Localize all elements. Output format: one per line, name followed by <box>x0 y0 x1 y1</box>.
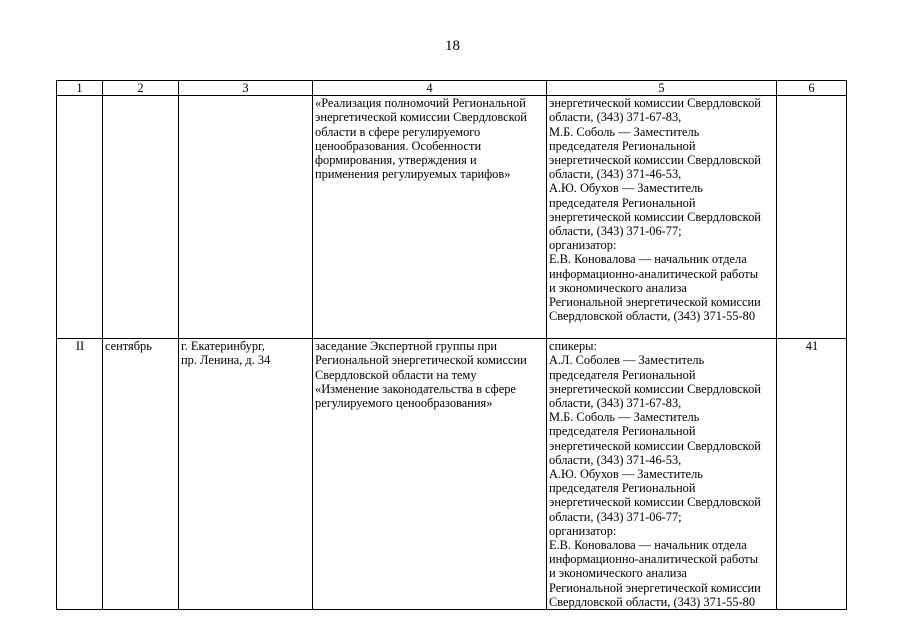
text-line: председателя Региональной <box>549 138 696 153</box>
text-line: энергетической комиссии Свердловской <box>549 153 761 168</box>
text-line: области, (343) 371-46-53, <box>549 452 682 467</box>
text-line: энергетической комиссии Свердловской <box>549 381 761 396</box>
row-place <box>179 96 313 339</box>
text-line: энергетической комиссии Свердловской <box>549 209 761 224</box>
text-line: информационно-аналитической работы <box>549 266 759 281</box>
row-month: сентябрь <box>103 339 179 610</box>
column-header: 5 <box>547 81 777 96</box>
text-line: пр. Ленина, д. 34 <box>181 353 271 368</box>
column-header: 1 <box>57 81 103 96</box>
text-line: председателя Региональной <box>549 481 696 496</box>
text-line: г. Екатеринбург, <box>181 339 265 354</box>
column-header: 6 <box>777 81 847 96</box>
table-row <box>57 96 847 339</box>
text-line: Свердловской области на тему <box>315 367 477 382</box>
text-line: информационно-аналитической работы <box>549 552 759 567</box>
text-line: М.Б. Соболь — Заместитель <box>549 410 700 425</box>
events-table <box>56 80 847 610</box>
text-line: Региональной энергетической комиссии <box>549 295 761 310</box>
page-number: 18 <box>445 38 460 54</box>
text-line: и экономического анализа <box>549 566 687 581</box>
text-line: А.Л. Соболев — Заместитель <box>549 353 705 368</box>
text-line: области, (343) 371-67-83, <box>549 396 682 411</box>
text-line: Свердловской области, (343) 371-55-80 <box>549 309 756 324</box>
text-line: председателя Региональной <box>549 367 696 382</box>
row-event <box>313 339 547 610</box>
text-line: Региональной энергетической комиссии <box>315 353 527 368</box>
row-contacts <box>547 339 777 610</box>
text-line: энергетической комиссии Свердловской <box>549 96 761 111</box>
text-line: организатор: <box>549 523 617 538</box>
row-event <box>313 96 547 339</box>
text-line: заседание Экспертной группы при <box>315 339 498 354</box>
text-line: и экономического анализа <box>549 280 687 295</box>
text-line: регулируемого ценообразования» <box>315 396 493 411</box>
text-line: «Реализация полномочий Региональной <box>315 96 526 111</box>
row-contacts <box>547 96 777 339</box>
row-count <box>777 96 847 339</box>
column-header: 4 <box>313 81 547 96</box>
row-number <box>57 96 103 339</box>
text-line: Е.В. Коновалова — начальник отдела <box>549 538 747 553</box>
text-line: спикеры: <box>549 339 597 354</box>
text-line: энергетической комиссии Свердловской <box>549 438 761 453</box>
column-header: 3 <box>179 81 313 96</box>
text-line: «Изменение законодательства в сфере <box>315 381 516 396</box>
row-place <box>179 339 313 610</box>
text-line: области, (343) 371-06-77; <box>549 224 682 239</box>
text-line: области, (343) 371-67-83, <box>549 110 682 125</box>
text-line: ценообразования. Особенности <box>315 138 482 153</box>
row-month <box>103 96 179 339</box>
text-line: председателя Региональной <box>549 424 696 439</box>
column-header: 2 <box>103 81 179 96</box>
text-line: А.Ю. Обухов — Заместитель <box>549 467 703 482</box>
table-header-row <box>57 81 847 96</box>
table-row <box>57 339 847 610</box>
text-line: председателя Региональной <box>549 195 696 210</box>
text-line: формирования, утверждения и <box>315 153 477 168</box>
text-line: области в сфере регулируемого <box>315 124 481 139</box>
text-line: Свердловской области, (343) 371-55-80 <box>549 594 756 609</box>
row-count: 41 <box>777 339 847 610</box>
text-line: области, (343) 371-46-53, <box>549 167 682 182</box>
row-number: II <box>57 339 103 610</box>
text-line: Е.В. Коновалова — начальник отдела <box>549 252 747 267</box>
text-line: области, (343) 371-06-77; <box>549 509 682 524</box>
text-line: организатор: <box>549 238 617 253</box>
text-line: Региональной энергетической комиссии <box>549 580 761 595</box>
text-line: А.Ю. Обухов — Заместитель <box>549 181 703 196</box>
text-line: энергетической комиссии Свердловской <box>315 110 527 125</box>
text-line: М.Б. Соболь — Заместитель <box>549 124 700 139</box>
text-line: энергетической комиссии Свердловской <box>549 495 761 510</box>
text-line: применения регулируемых тарифов» <box>315 167 511 182</box>
